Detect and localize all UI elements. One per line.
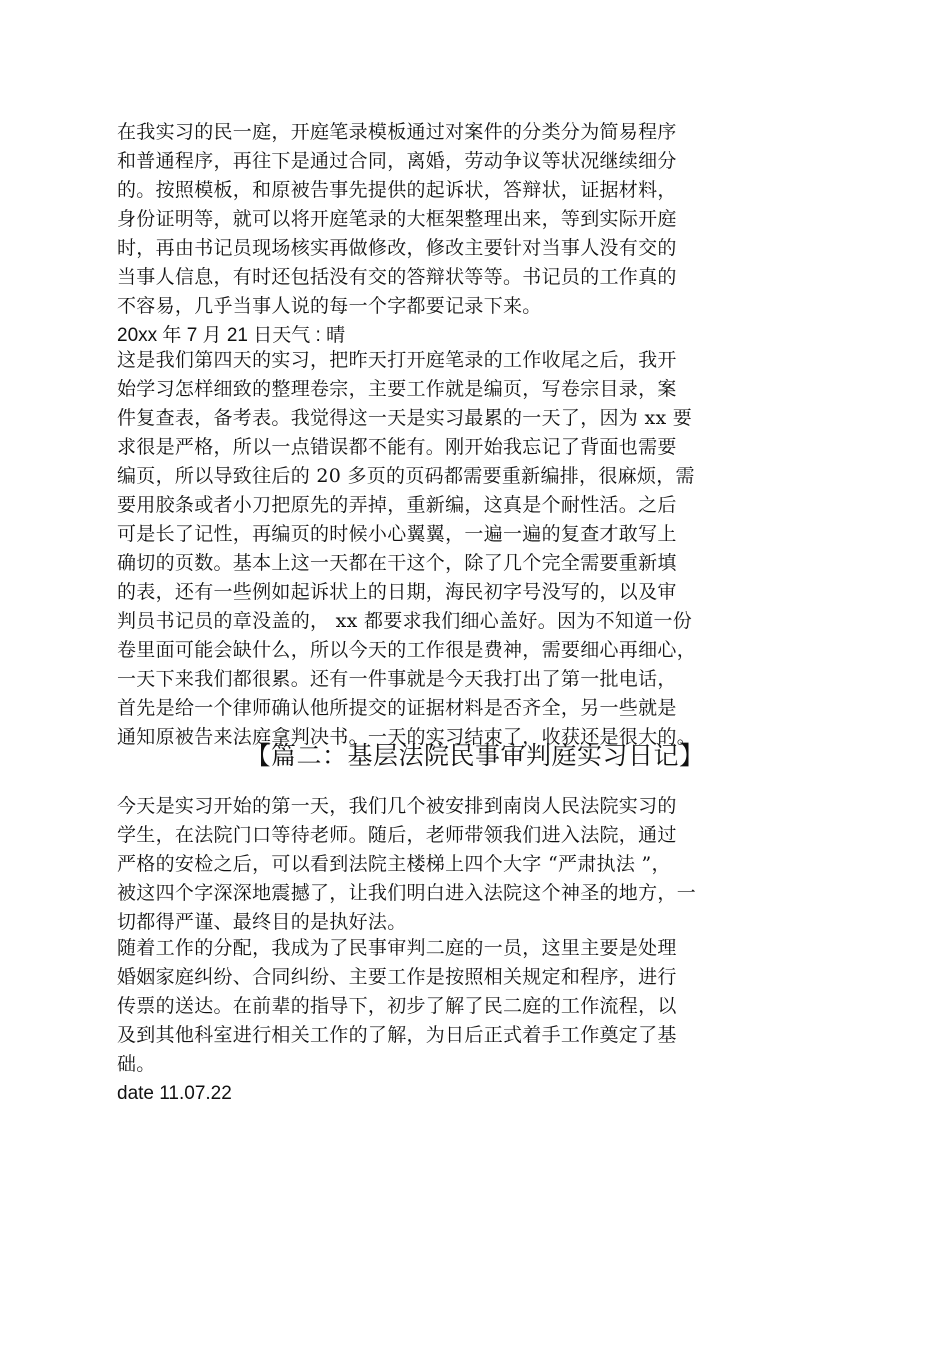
text-line: 今天是实习开始的第一天，我们几个被安排到南岗人民法院实习的 — [117, 795, 677, 817]
text-line: 求很是严格，所以一点错误都不能有。刚开始我忘记了背面也需要 — [117, 436, 677, 458]
text-line: 身份证明等，就可以将开庭笔录的大框架整理出来，等到实际开庭 — [117, 208, 677, 230]
paragraph-work-assignment — [117, 934, 837, 1108]
text-line: 通知原被告来法庭拿判决书。一天的实习结束了，收获还是很大的。 — [117, 726, 697, 748]
text-line: 婚姻家庭纠纷、合同纠纷、主要工作是按照相关规定和程序，进行 — [117, 966, 677, 988]
text-line: 首先是给一个律师确认他所提交的证据材料是否齐全，另一些就是 — [117, 697, 677, 719]
text-line: 及到其他科室进行相关工作的了解，为日后正式着手工作奠定了基 — [117, 1024, 677, 1046]
text-line: 随着工作的分配，我成为了民事审判二庭的一员，这里主要是处理 — [117, 937, 677, 959]
text-line: 始学习怎样细致的整理卷宗，主要工作就是编页，写卷宗目录，案 — [117, 378, 677, 400]
text-line: 在我实习的民一庭，开庭笔录模板通过对案件的分类分为简易程序 — [117, 121, 677, 143]
footer-date: date 11.07.22 — [117, 1083, 232, 1104]
text-line: 时，再由书记员现场核实再做修改，修改主要针对当事人没有交的 — [117, 237, 677, 259]
text-line: 严格的安检之后，可以看到法院主楼梯上四个大字 “严肃执法 ”， — [117, 853, 671, 875]
text-line: 这是我们第四天的实习，把昨天打开庭笔录的工作收尾之后，我开 — [117, 349, 677, 371]
text-line: 卷里面可能会缺什么，所以今天的工作很是费神，需要细心再细心， — [117, 639, 697, 661]
text-line: 可是长了记性，再编页的时候小心翼翼，一遍一遍的复查才敢写上 — [117, 523, 677, 545]
text-line: 要用胶条或者小刀把原先的弄掉，重新编，这真是个耐性活。之后 — [117, 494, 677, 516]
diary-date: 20xx 年 7 月 21 日天气 : 晴 — [117, 325, 346, 346]
text-line: 学生，在法院门口等待老师。随后，老师带领我们进入法院，通过 — [117, 824, 677, 846]
text-line: 件复查表，备考表。我觉得这一天是实习最累的一天了，因为 xx 要 — [117, 407, 693, 429]
paragraph-court-records — [117, 118, 837, 350]
paragraph-day-four — [117, 346, 837, 752]
text-line: 传票的送达。在前辈的指导下，初步了解了民二庭的工作流程，以 — [117, 995, 677, 1017]
text-line: 和普通程序，再往下是通过合同，离婚，劳动争议等状况继续细分 — [117, 150, 677, 172]
text-line: 的。按照模板，和原被告事先提供的起诉状，答辩状，证据材料， — [117, 179, 677, 201]
text-line: 切都得严谨、最终目的是执好法。 — [117, 911, 407, 933]
text-line: 当事人信息，有时还包括没有交的答辩状等等。书记员的工作真的 — [117, 266, 677, 288]
section-heading: 【篇二：基层法院民事审判庭实习日记】 — [245, 741, 705, 770]
text-line: 一天下来我们都很累。还有一件事就是今天我打出了第一批电话， — [117, 668, 677, 690]
text-line: 编页，所以导致往后的 20 多页的页码都需要重新编排，很麻烦，需 — [117, 465, 695, 487]
text-line: 确切的页数。基本上这一天都在干这个，除了几个完全需要重新填 — [117, 552, 677, 574]
text-line: 不容易，几乎当事人说的每一个字都要记录下来。 — [117, 295, 542, 317]
text-line: 判员书记员的章没盖的， xx 都要求我们细心盖好。因为不知道一份 — [117, 610, 693, 632]
text-line: 的表，还有一些例如起诉状上的日期，海民初字号没写的，以及审 — [117, 581, 677, 603]
text-line: 被这四个字深深地震撼了，让我们明白进入法院这个神圣的地方，一 — [117, 882, 697, 904]
paragraph-first-day — [117, 792, 837, 937]
text-line: 础。 — [117, 1053, 156, 1075]
